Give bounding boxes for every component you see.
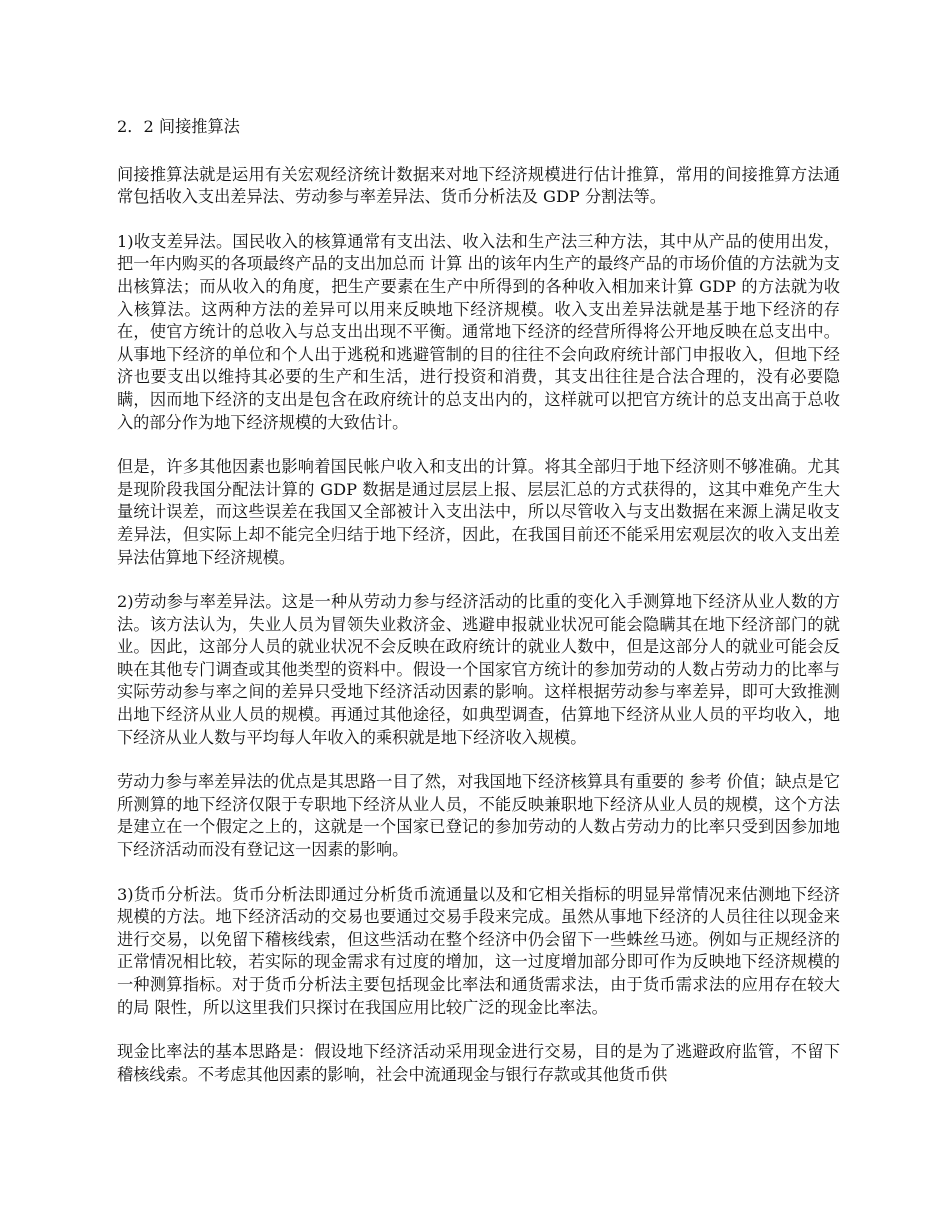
paragraph-income-expenditure-limitations: 但是，许多其他因素也影响着国民帐户收入和支出的计算。将其全部归于地下经济则不够准确。尤其是现阶段我国分配法计算的 GDP 数据是通过层层上报、层层汇总的方式获得的，这其中难免产生大量统计误差，而这些误差在我国又全部被计入支出法中，所以尽管收入与支出数据在来源上满足收支差异法，但实际上却不能完全归结于地下经济，因此，在我国目前还不能采用宏观层次的收入支出差异法估算地下经济规模。 (117, 457, 840, 567)
paragraph-labor-participation-evaluation: 劳动力参与率差异法的优点是其思路一目了然，对我国地下经济核算具有重要的 参考 价值；缺点是它所测算的地下经济仅限于专职地下经济从业人员，不能反映兼职地下经济从业人员的规模，这个方法是建立在一个假定之上的，这就是一个国家已登记的参加劳动的人数占劳动力的比率只受到因参加地下经济活动而没有登记这一因素的影响。 (117, 772, 840, 860)
paragraph-monetary-analysis-method: 3)货币分析法。货币分析法即通过分析货币流通量以及和它相关指标的明显异常情况来估测地下经济规模的方法。地下经济活动的交易也要通过交易手段来完成。虽然从事地下经济的人员往往以现金来进行交易，以免留下稽核线索，但这些活动在整个经济中仍会留下一些蛛丝马迹。例如与正规经济的正常情况相比较，若实际的现金需求有过度的增加，这一过度增加部分即可作为反映地下经济规模的一种测算指标。对于货币分析法主要包括现金比率法和通货需求法，由于货币需求法的应用存在较大的局 限性，所以这里我们只探讨在我国应用比较广泛的现金比率法。 (117, 884, 840, 1017)
paragraph-cash-ratio-method: 现金比率法的基本思路是：假设地下经济活动采用现金进行交易，目的是为了逃避政府监管，不留下稽核线索。不考虑其他因素的影响，社会中流通现金与银行存款或其他货币供 (117, 1042, 840, 1084)
paragraph-intro: 间接推算法就是运用有关宏观经济统计数据来对地下经济规模进行估计推算，常用的间接推算方法通常包括收入支出差异法、劳动参与率差异法、货币分析法及 GDP 分割法等。 (117, 164, 840, 207)
document-page (117, 116, 840, 1086)
section-heading: 2．2 间接推算法 (117, 117, 240, 136)
paragraph-income-expenditure-method: 1)收支差异法。国民收入的核算通常有支出法、收入法和生产法三种方法，其中从产品的使用出发，把一年内购买的各项最终产品的支出加总而 计算 出的该年内生产的最终产品的市场价值的方法就为支出核算法；而从收入的角度，把生产要素在生产中所得到的各种收入相加来计算 GDP 的方法就为收入核算法。这两种方法的差异可以用来反映地下经济规模。收入支出差异法就是基于地下经济的存在，使官方统计的总收入与总支出出现不平衡。通常地下经济的经营所得将公开地反映在总支出中。从事地下经济的单位和个人出于逃税和逃避管制的目的往往不会向政府统计部门申报收入，但地下经济也要支出以维持其必要的生产和生活，进行投资和消费，其支出往往是合法合理的，没有必要隐瞒，因而地下经济的支出是包含在政府统计的总支出内的，这样就可以把官方统计的总支出高于总收入的部分作为地下经济规模的大致估计。 (117, 231, 840, 432)
paragraph-labor-participation-method: 2)劳动参与率差异法。这是一种从劳动力参与经济活动的比重的变化入手测算地下经济从业人数的方法。该方法认为，失业人员为冒领失业救济金、逃避申报就业状况可能会隐瞒其在地下经济部门的就业。因此，这部分人员的就业状况不会反映在政府统计的就业人数中，但是这部分人的就业可能会反映在其他专门调查或其他类型的资料中。假设一个国家官方统计的参加劳动的人数占劳动力的比率与实际劳动参与率之间的差异只受地下经济活动因素的影响。这样根据劳动参与率差异，即可大致推测出地下经济从业人员的规模。再通过其他途径，如典型调查，估算地下经济从业人员的平均收入，地下经济从业人数与平均每人年收入的乘积就是地下经济收入规模。 (117, 592, 840, 747)
